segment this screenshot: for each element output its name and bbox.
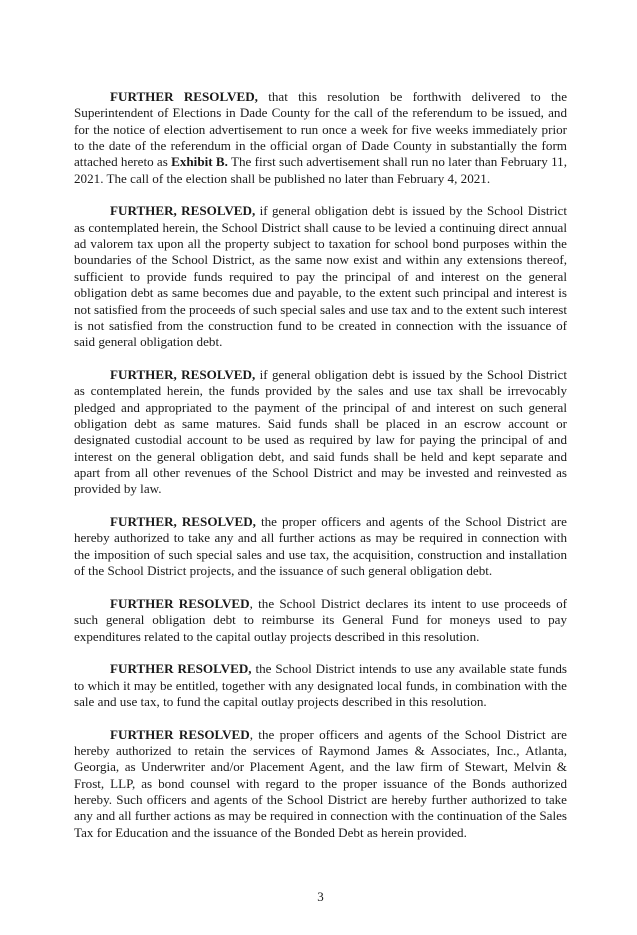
paragraph-text: , the proper officers and agents of the School District are hereby authorized to retain the services of Raymond James & Associates, Inc., Atlanta, Georgia, as Underwriter and/or Placement Agent, and the law firm of Stewart, Melvin & Frost, LLP, as bond counsel with regard to the proper issuance of the Bonds authorized hereby. Such officers and agents of the School District are hereby further authorized to take any and all further actions as may be required in connection with the continuation of the Sales Tax for Education and the issuance of the Bonded Debt as herein provided. — [74, 726, 567, 840]
page-number: 3 — [317, 889, 324, 905]
paragraph-lead: FURTHER RESOLVED, — [110, 661, 252, 677]
paragraph-state-funds — [74, 661, 567, 710]
exhibit-reference: Exhibit B. — [171, 154, 228, 170]
paragraph-text: the proper officers and agents of the School District are hereby authorized to take any and all further actions as may be required in connection with the imposition of such special sales and use tax, the acquisition, construction and installation of the School District projects, and the issuance of such general obligation debt. — [74, 514, 567, 579]
paragraph-text: if general obligation debt is issued by the School District as contemplated herein, the School District shall cause to be levied a continuing direct annual ad valorem tax upon all the property subject to taxation for school bond purposes within the boundaries of the School District, as the same now exist and within any extensions thereof, sufficient to provide funds required to pay the principal of and interest on the general obligation debt as same becomes due and payable, to the extent such principal and interest is not satisfied from the proceeds of such special sales and use tax and to the extent such interest is not satisfied from the construction fund to be created in connection with the issuance of said general obligation debt. — [74, 203, 567, 350]
paragraph-lead: FURTHER, RESOLVED, — [110, 366, 256, 382]
paragraph-lead: FURTHER, RESOLVED, — [110, 514, 256, 530]
paragraph-lead: FURTHER RESOLVED — [110, 595, 250, 611]
paragraph-text: if general obligation debt is issued by the School District as contemplated herein, the funds provided by the sales and use tax shall be irrevocably pledged and appropriated to the payment of the principal of and interest on such general obligation debt as same matures. Said funds shall be placed in an escrow account or designated custodial account to be used as required by law for paying the principal of and interest on the general obligation debt, and said funds shall be held and kept separate and apart from all other revenues of the School District and may be invested and reinvested as provided by law. — [74, 366, 567, 497]
paragraph-text: , the School District declares its intent to use proceeds of such general obligation debt to reimburse its General Fund for moneys used to pay expenditures related to the capital outlay projects described in this resolution. — [74, 595, 567, 644]
paragraph-lead: FURTHER, RESOLVED, — [110, 203, 256, 219]
paragraph-election-notice — [74, 89, 567, 187]
paragraph-officers-authorized — [74, 514, 567, 579]
paragraph-ad-valorem-tax — [74, 203, 567, 350]
paragraph-text: that this resolution be forthwith delivered to the Superintendent of Elections in Dade County for the call of the referendum to be issued, and for the notice of election advertisement to run once a week for five weeks immediately prior to the date of the referendum in the official organ of Dade County in substantially the form attached hereto as — [74, 89, 568, 170]
paragraph-text: The first such advertisement shall run no later than February 11, 2021. The call of the election shall be published no later than February 4, 2021. — [74, 154, 568, 186]
paragraph-text: the School District intends to use any available state funds to which it may be entitled, together with any designated local funds, in combination with the sale and use tax, to fund the capital outlay projects described in this resolution. — [74, 661, 568, 709]
paragraph-lead: FURTHER RESOLVED — [110, 726, 250, 742]
paragraph-lead: FURTHER RESOLVED, — [110, 89, 258, 104]
paragraph-funds-pledged — [74, 367, 567, 498]
paragraph-retain-services — [74, 727, 567, 841]
paragraph-reimburse-general-fund — [74, 596, 567, 645]
